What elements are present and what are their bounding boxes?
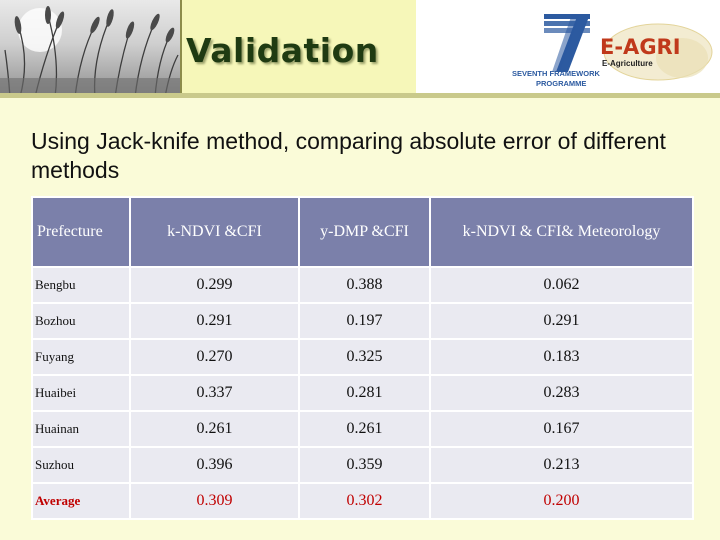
prefecture-cell: Suzhou: [32, 447, 130, 483]
value-cell: 0.337: [130, 375, 299, 411]
average-row: [32, 483, 693, 519]
value-cell: 0.167: [430, 411, 693, 447]
value-cell: 0.197: [299, 303, 430, 339]
header-divider: [0, 93, 720, 98]
table-row: [32, 339, 693, 375]
value-cell: 0.213: [430, 447, 693, 483]
value-cell: 0.291: [130, 303, 299, 339]
average-value-cell: 0.309: [130, 483, 299, 519]
wheat-field-photo: [0, 0, 180, 97]
table-row: [32, 447, 693, 483]
e-agri-tagline: E-Agriculture: [602, 59, 653, 68]
table-row: [32, 303, 693, 339]
slide-subtitle: Using Jack-knife method, comparing absolute error of different methods: [31, 128, 666, 183]
value-cell: 0.261: [130, 411, 299, 447]
value-cell: 0.281: [299, 375, 430, 411]
value-cell: 0.396: [130, 447, 299, 483]
average-label: Average: [32, 483, 130, 519]
prefecture-cell: Fuyang: [32, 339, 130, 375]
table-row: [32, 411, 693, 447]
header-k-ndvi-cfi-meteorology: k-NDVI & CFI& Meteorology: [430, 197, 693, 267]
value-cell: 0.270: [130, 339, 299, 375]
value-cell: 0.283: [430, 375, 693, 411]
prefecture-cell: Bozhou: [32, 303, 130, 339]
value-cell: 0.291: [430, 303, 693, 339]
value-cell: 0.299: [130, 267, 299, 303]
value-cell: 0.062: [430, 267, 693, 303]
header-y-dmp-cfi: y-DMP &CFI: [299, 197, 430, 267]
page-title: Validation: [186, 31, 379, 70]
prefecture-cell: Bengbu: [32, 267, 130, 303]
fp7-line2: PROGRAMME: [536, 79, 587, 88]
e-agri-logo: [596, 22, 714, 89]
value-cell: 0.183: [430, 339, 693, 375]
average-value-cell: 0.200: [430, 483, 693, 519]
value-cell: 0.325: [299, 339, 430, 375]
prefecture-cell: Huainan: [32, 411, 130, 447]
header-prefecture: Prefecture: [32, 197, 130, 267]
value-cell: 0.359: [299, 447, 430, 483]
error-comparison-table: [31, 196, 694, 520]
table-header-row: [32, 197, 693, 267]
average-value-cell: 0.302: [299, 483, 430, 519]
prefecture-cell: Huaibei: [32, 375, 130, 411]
table-row: [32, 375, 693, 411]
table-row: [32, 267, 693, 303]
fp7-line1: SEVENTH FRAMEWORK: [512, 69, 600, 78]
header-k-ndvi-cfi: k-NDVI &CFI: [130, 197, 299, 267]
value-cell: 0.388: [299, 267, 430, 303]
e-agri-name: E-AGRI: [600, 35, 681, 59]
value-cell: 0.261: [299, 411, 430, 447]
